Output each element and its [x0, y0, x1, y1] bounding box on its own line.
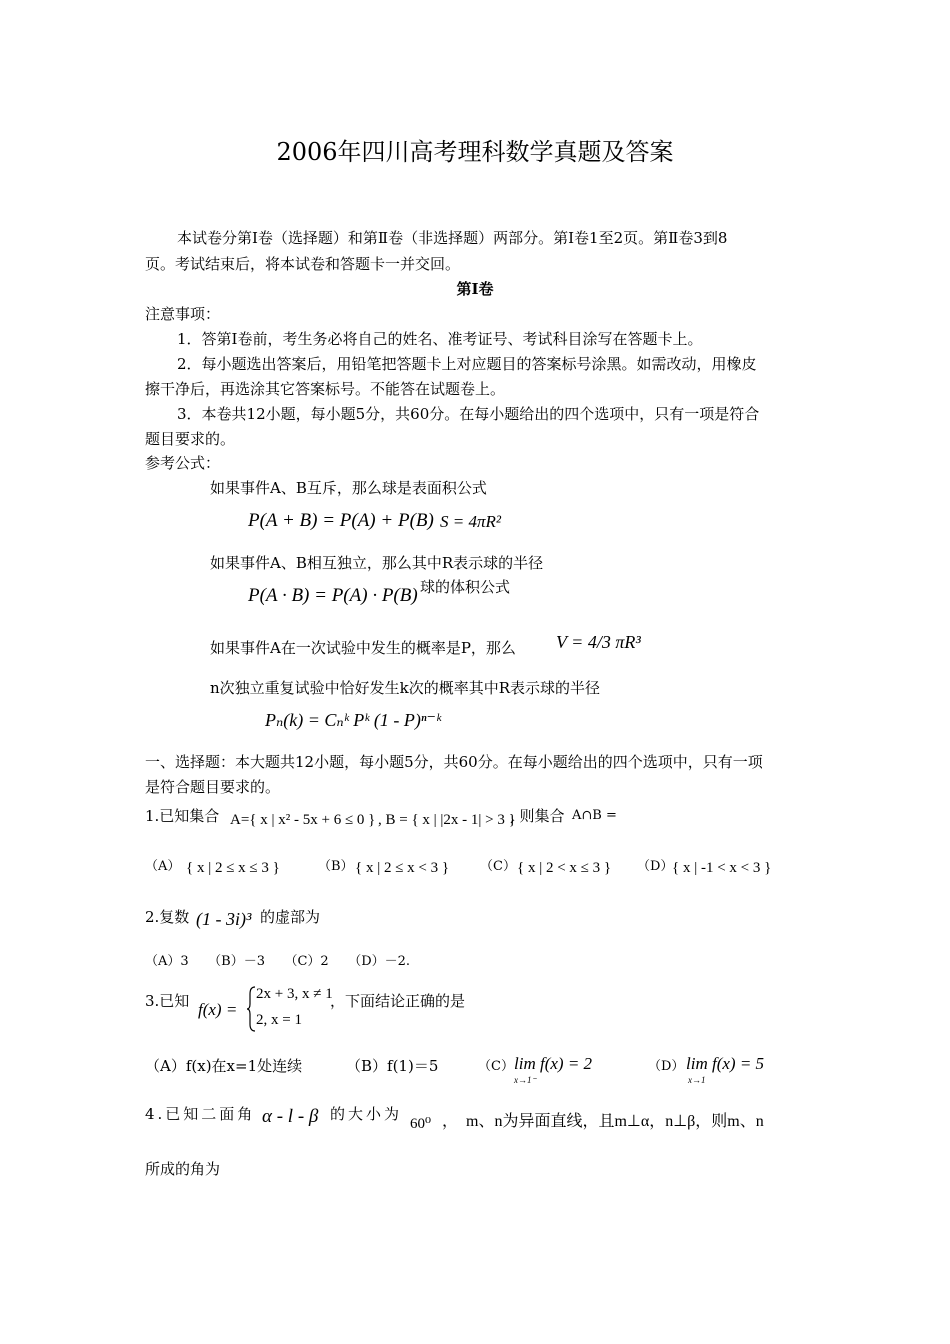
note-2a: 2．每小题选出答案后，用铅笔把答题卡上对应题目的答案标号涂黑。如需改动，用橡皮: [177, 355, 757, 373]
intro-line-2: 页。考试结束后，将本试卷和答题卡一并交回。: [145, 255, 461, 273]
q3-function: f(x) =: [198, 1000, 238, 1019]
intro-line-1: 本试卷分第Ⅰ卷（选择题）和第Ⅱ卷（非选择题）两部分。第Ⅰ卷1至2页。第Ⅱ卷3到8: [177, 229, 728, 247]
part1-line-1: 一、选择题：本大题共12小题，每小题5分，共60分。在每小题给出的四个选项中，只有一项: [145, 753, 763, 771]
q1-set-b: , B = { x | |2x - 1| > 3 }: [378, 812, 516, 828]
q1-stem-post: , 则集合: [510, 807, 565, 825]
q1-option-d: { x | -1 < x < 3 }: [672, 860, 772, 876]
q3-option-a: （A）f(x)在x=1处连续: [145, 1057, 303, 1075]
q3-option-c-sub: x→1⁻: [514, 1075, 537, 1085]
formula-2-math: P(A · B) = P(A) · P(B): [248, 585, 418, 606]
notes-heading: 注意事项：: [145, 305, 221, 323]
q3-option-d-sub: x→1: [688, 1075, 706, 1085]
q4-stem: 4.已知二面角: [145, 1105, 256, 1123]
q2-stem-post: 的虚部为: [260, 908, 321, 926]
q2-stem: 2.复数: [145, 908, 190, 926]
q3-stem-post: ，下面结论正确的是: [330, 992, 466, 1010]
q3-case-2: 2, x = 1: [256, 1012, 302, 1028]
q3-brace: [246, 986, 256, 1032]
formula-sphere-area: S = 4πR²: [440, 512, 501, 531]
part1-line-2: 是符合题目要求的。: [145, 778, 281, 796]
formula-3-text: 如果事件A在一次试验中发生的概率是P，那么: [210, 639, 516, 657]
q1-option-c-label: （C）: [480, 859, 516, 874]
q1-option-b-label: （B）: [318, 859, 354, 874]
q3-option-d-label: （D）: [648, 1059, 685, 1074]
note-3a: 3．本卷共12小题，每小题5分，共60分。在每小题给出的四个选项中，只有一项是符合: [177, 405, 760, 423]
q3-option-c: lim f(x) = 2: [514, 1054, 593, 1073]
q1-option-b: { x | 2 ≤ x < 3 }: [355, 860, 450, 876]
q3-case-1: 2x + 3, x ≠ 1: [256, 986, 333, 1002]
formula-4-text: n次独立重复试验中恰好发生k次的概率其中R表示球的半径: [210, 679, 601, 697]
q1-option-c: { x | 2 < x ≤ 3 }: [517, 860, 612, 876]
q3-option-c-label: （C）: [478, 1059, 514, 1074]
formula-1-text: 如果事件A、B互斥，那么球是表面积公式: [210, 479, 487, 497]
section-heading: 第Ⅰ卷: [456, 280, 494, 298]
q1-option-a: { x | 2 ≤ x ≤ 3 }: [186, 860, 280, 876]
formula-volume-math: V = 4/3 πR³: [556, 632, 641, 652]
note-2b: 擦干净后，再选涂其它答案标号。不能答在试题卷上。: [145, 380, 506, 398]
q1-target: A∩B =: [572, 808, 617, 823]
q4-degree: 60⁰: [410, 1116, 432, 1132]
formula-4-math: Pₙ(k) = Cₙᵏ Pᵏ (1 - P)ⁿ⁻ᵏ: [265, 710, 442, 730]
q1-option-a-label: （A）: [145, 859, 181, 874]
note-1: 1．答第Ⅰ卷前，考生务必将自己的姓名、准考证号、考试科目涂写在答题卡上。: [177, 330, 703, 348]
page-title: 2006年四川高考理科数学真题及答案: [276, 138, 674, 166]
note-3b: 题目要求的。: [145, 430, 236, 448]
q3-stem: 3.已知: [145, 992, 190, 1010]
q4-stem-post: ， m、n为异面直线，且m⊥α，n⊥β，则m、n: [442, 1113, 764, 1130]
q3-option-d: lim f(x) = 5: [686, 1054, 765, 1073]
q3-option-b: （B）f(1)＝5: [346, 1057, 439, 1075]
q4-angle: α - l - β: [262, 1106, 319, 1127]
formula-1-math: P(A + B) = P(A) + P(B): [248, 510, 434, 531]
q2-expression: (1 - 3i)³: [196, 909, 252, 929]
formulas-heading: 参考公式：: [145, 454, 221, 472]
q2-options: （A）3 （B）－3 （C）2 （D）－2.: [145, 954, 411, 969]
q4-line-2: 所成的角为: [145, 1160, 221, 1178]
q1-stem: 1.已知集合: [145, 807, 220, 825]
q4-stem-mid: 的大小为: [330, 1105, 403, 1123]
q1-option-d-label: （D）: [637, 859, 674, 874]
formula-2-text: 如果事件A、B相互独立，那么其中R表示球的半径: [210, 554, 544, 572]
formula-volume-label: 球的体积公式: [420, 578, 511, 596]
q1-set-a: A={ x | x² - 5x + 6 ≤ 0 }: [230, 812, 376, 828]
